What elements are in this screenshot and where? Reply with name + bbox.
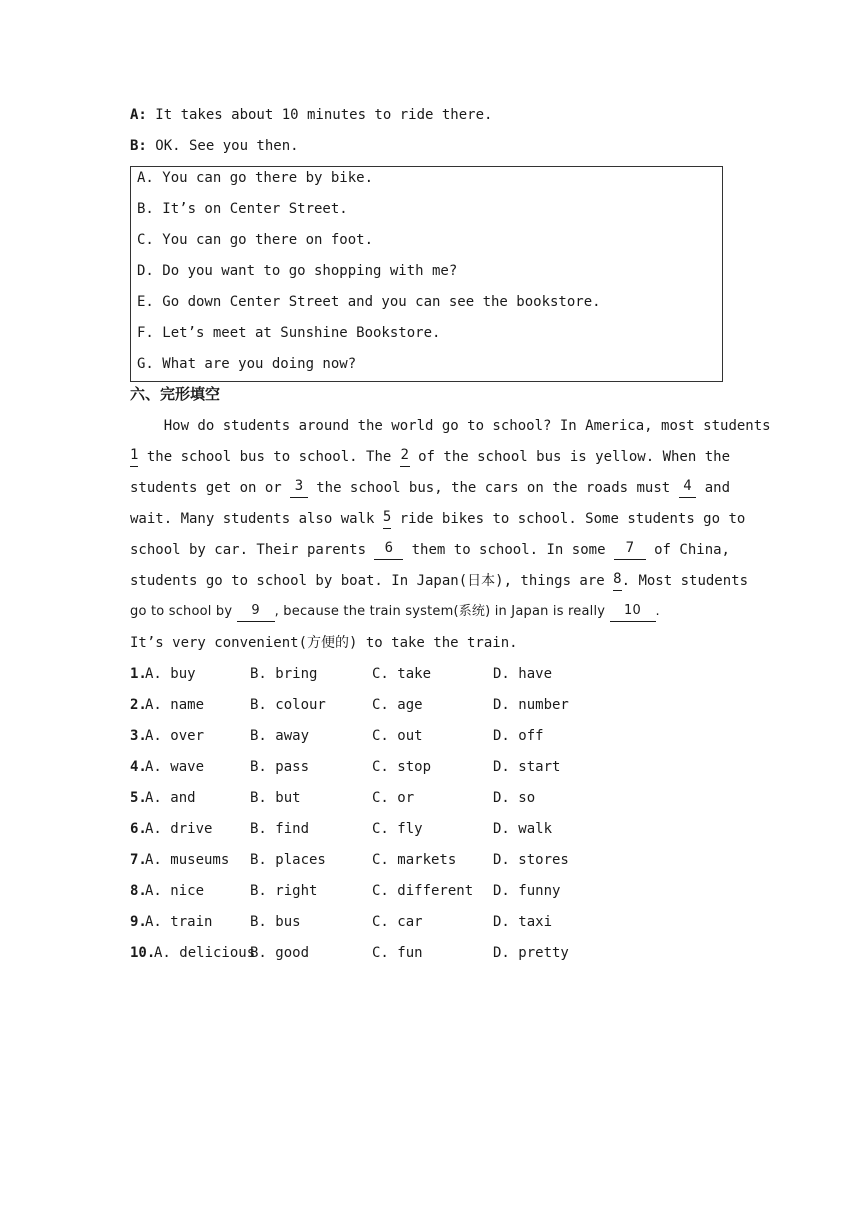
passage-text: them to school. In some [403, 542, 614, 558]
option-d[interactable]: D. have [493, 666, 553, 682]
option-a[interactable]: A. buy [145, 666, 196, 682]
option-d[interactable]: D. number [493, 697, 569, 713]
option-b[interactable]: B. bus [250, 914, 301, 930]
passage-text: go to school by [130, 604, 237, 619]
option-a[interactable]: A. and [145, 790, 196, 806]
option-a[interactable]: A. drive [145, 821, 213, 837]
option-c[interactable]: C. take [372, 666, 432, 682]
blank-10: 10 [610, 602, 656, 622]
blank-2: 2 [400, 447, 410, 467]
option-a[interactable]: A. museums [145, 852, 230, 868]
option-c[interactable]: C. markets [372, 852, 457, 868]
passage-text: . [655, 604, 660, 619]
question-row [130, 819, 590, 839]
option-c[interactable]: C. different [372, 883, 474, 899]
section-title: 六、完形填空 [130, 385, 221, 403]
speaker-label: A: [130, 107, 147, 123]
passage-text: of China, [645, 542, 730, 558]
option-b[interactable]: B. find [250, 821, 310, 837]
question-row [130, 881, 590, 901]
question-number: 9. [130, 914, 147, 930]
option-b[interactable]: B. pass [250, 759, 310, 775]
choice-option-d: D. Do you want to go shopping with me? [137, 263, 458, 279]
passage-text: of the school bus is yellow. When the [409, 449, 730, 465]
blank-8: 8 [613, 571, 621, 591]
passage-text: students get on or [130, 480, 291, 496]
question-row [130, 757, 590, 777]
option-d[interactable]: D. funny [493, 883, 561, 899]
blank-7: 7 [614, 540, 646, 560]
option-d[interactable]: D. start [493, 759, 561, 775]
blank-6: 6 [374, 540, 403, 560]
option-a[interactable]: A. delicious [154, 945, 256, 961]
option-b[interactable]: B. places [250, 852, 326, 868]
option-a[interactable]: A. wave [145, 759, 205, 775]
passage-text: students go to school by boat. In Japan(日本), things are [130, 573, 614, 589]
passage-line-7 [130, 602, 730, 622]
option-d[interactable]: D. so [493, 790, 536, 806]
option-c[interactable]: C. age [372, 697, 423, 713]
option-b[interactable]: B. bring [250, 666, 318, 682]
option-a[interactable]: A. train [145, 914, 213, 930]
option-c[interactable]: C. fly [372, 821, 423, 837]
dialogue-text: It takes about 10 minutes to ride there. [146, 107, 493, 123]
question-number: 7. [130, 852, 147, 868]
choice-option-a: A. You can go there by bike. [137, 170, 374, 186]
question-number: 6. [130, 821, 147, 837]
passage-line-3 [130, 478, 730, 498]
passage-line-5 [130, 540, 730, 560]
dialogue-line-a [130, 105, 492, 125]
question-number: 4. [130, 759, 147, 775]
option-c[interactable]: C. car [372, 914, 423, 930]
choice-option-f: F. Let’s meet at Sunshine Bookstore. [137, 325, 441, 341]
option-b[interactable]: B. away [250, 728, 310, 744]
question-number: 10. [130, 945, 156, 961]
choice-option-c: C. You can go there on foot. [137, 232, 374, 248]
choice-option-b: B. It’s on Center Street. [137, 201, 348, 217]
passage-text: school by car. Their parents [130, 542, 375, 558]
option-d[interactable]: D. taxi [493, 914, 553, 930]
option-d[interactable]: D. off [493, 728, 544, 744]
passage-text: ride bikes to school. Some students go to [391, 511, 746, 527]
blank-1: 1 [130, 447, 138, 467]
choice-option-g: G. What are you doing now? [137, 356, 357, 372]
option-d[interactable]: D. pretty [493, 945, 569, 961]
option-c[interactable]: C. out [372, 728, 423, 744]
blank-9: 9 [237, 602, 275, 622]
option-c[interactable]: C. fun [372, 945, 423, 961]
passage-text: It’s very convenient(方便的) to take the train. [130, 635, 518, 651]
blank-5: 5 [383, 509, 391, 529]
option-b[interactable]: B. colour [250, 697, 326, 713]
question-number: 8. [130, 883, 147, 899]
passage-line-2 [130, 447, 730, 467]
question-row [130, 943, 590, 963]
option-c[interactable]: C. or [372, 790, 415, 806]
passage-line-6 [130, 571, 749, 591]
option-b[interactable]: B. right [250, 883, 318, 899]
blank-3: 3 [290, 478, 308, 498]
option-c[interactable]: C. stop [372, 759, 432, 775]
question-row [130, 912, 590, 932]
dialogue-text: OK. See you then. [146, 138, 299, 154]
passage-text: . Most students [621, 573, 749, 589]
question-number: 3. [130, 728, 147, 744]
passage-text: , because the train system(系统) in Japan is really [274, 604, 610, 619]
passage-text: the school bus to school. The [138, 449, 400, 465]
question-row [130, 726, 590, 746]
option-a[interactable]: A. over [145, 728, 205, 744]
option-d[interactable]: D. stores [493, 852, 569, 868]
passage-text: and [696, 480, 730, 496]
option-d[interactable]: D. walk [493, 821, 553, 837]
question-number: 1. [130, 666, 147, 682]
option-b[interactable]: B. good [250, 945, 310, 961]
question-row [130, 850, 590, 870]
question-number: 2. [130, 697, 147, 713]
blank-4: 4 [679, 478, 697, 498]
speaker-label: B: [130, 138, 147, 154]
option-a[interactable]: A. name [145, 697, 205, 713]
dialogue-line-b [130, 136, 299, 156]
passage-text: wait. Many students also walk [130, 511, 383, 527]
passage-line-4 [130, 509, 746, 529]
passage-line-8 [130, 633, 730, 653]
passage-text: How do students around the world go to school? In America, most students [130, 418, 771, 434]
option-a[interactable]: A. nice [145, 883, 205, 899]
passage-text: the school bus, the cars on the roads must [307, 480, 679, 496]
choice-option-e: E. Go down Center Street and you can see the bookstore. [137, 294, 601, 310]
question-row [130, 695, 590, 715]
question-row [130, 788, 590, 808]
passage-line-1 [130, 416, 771, 436]
question-number: 5. [130, 790, 147, 806]
question-row [130, 664, 590, 684]
option-b[interactable]: B. but [250, 790, 301, 806]
